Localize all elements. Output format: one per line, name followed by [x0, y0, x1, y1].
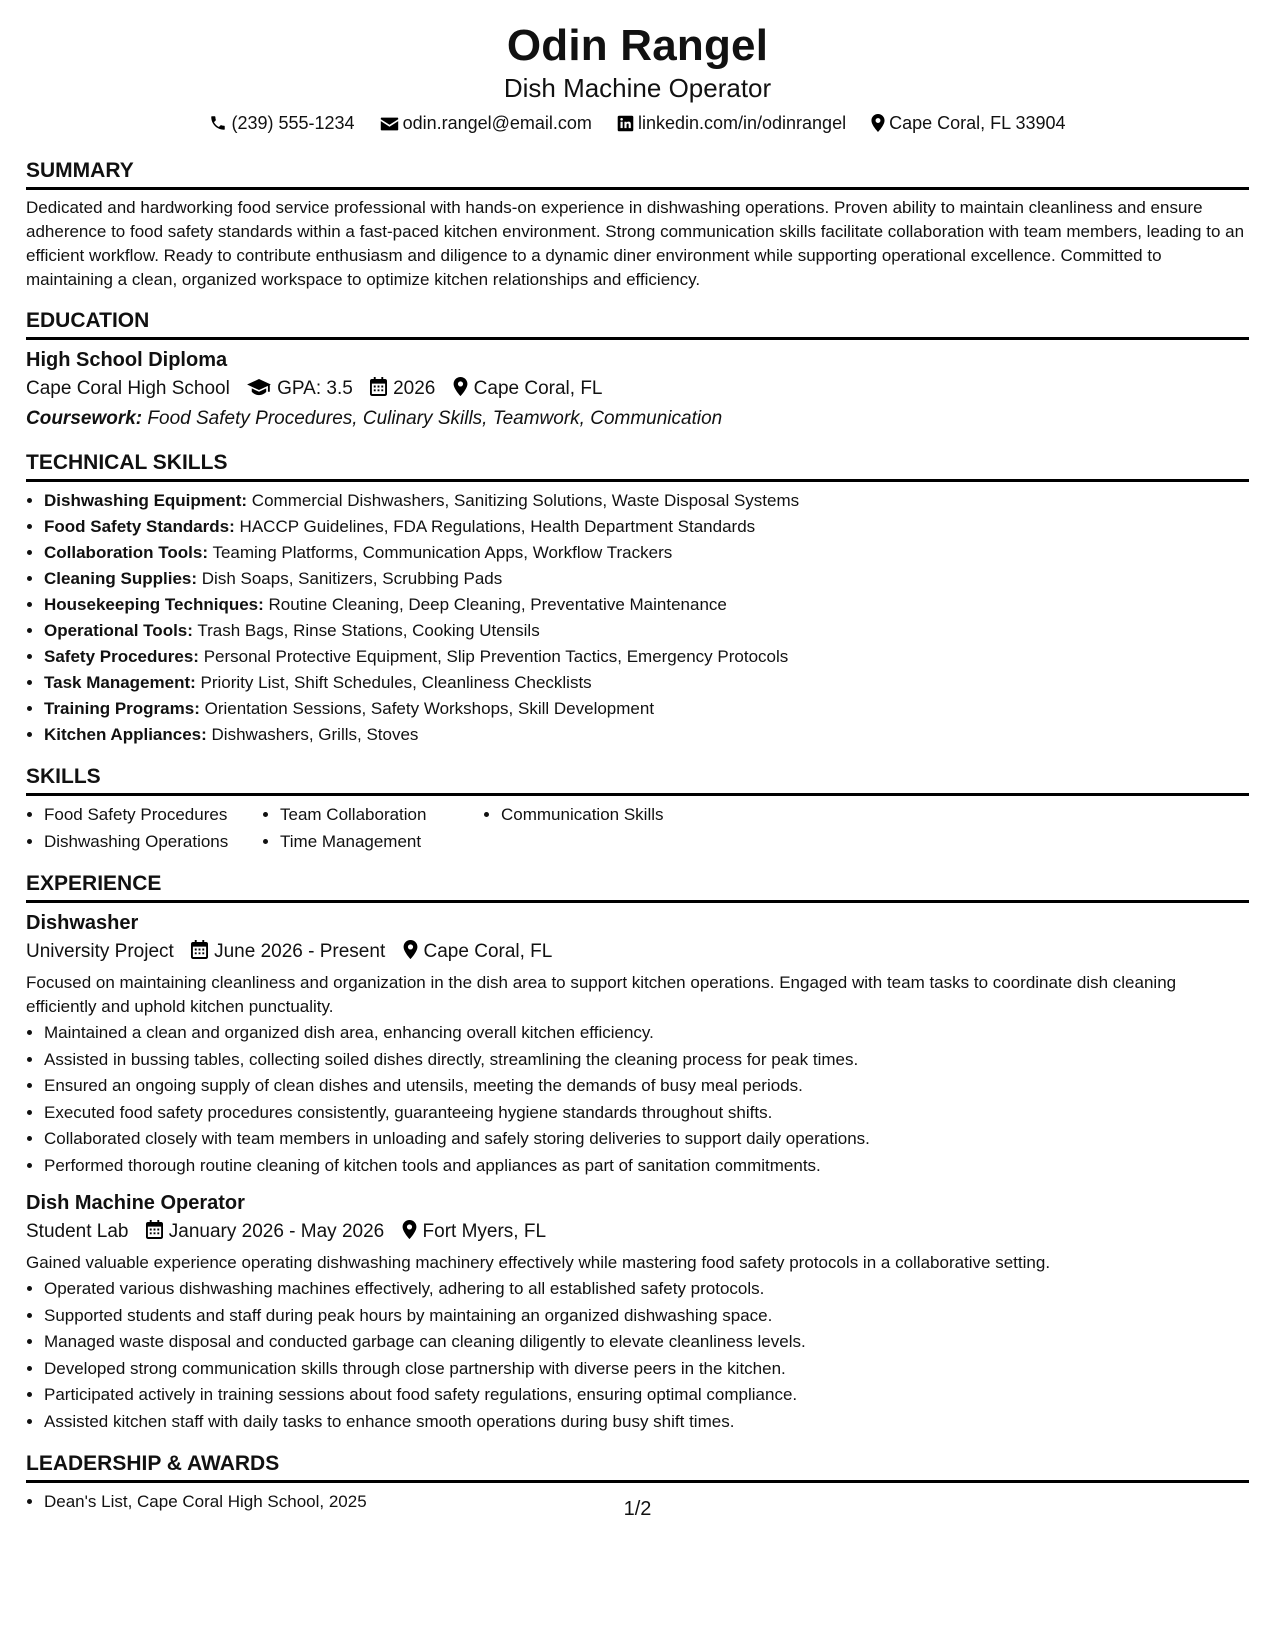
section-heading: SKILLS [26, 764, 1249, 796]
list-item: • Performed thorough routine cleaning of kitchen tools and appliances as part of sanitation commitments. [44, 1153, 1249, 1180]
contact-linkedin[interactable] [617, 110, 846, 136]
technical-skills-list [26, 488, 1249, 748]
skill-value: Commercial Dishwashers, Sanitizing Solutions, Waste Disposal Systems [251, 491, 800, 510]
section-heading: LEADERSHIP & AWARDS [26, 1451, 1249, 1483]
list-item [44, 566, 1249, 592]
map-pin-icon [871, 114, 885, 132]
list-item: • Operated various dishwashing machines effectively, adhering to all established safety protocols. [44, 1276, 1249, 1303]
list-item: • Participated actively in training sessions about food safety regulations, ensuring optimal compliance. [44, 1382, 1249, 1409]
skills-list [26, 802, 1249, 855]
list-item: Dishwashing Operations [44, 831, 229, 851]
section-heading: EDUCATION [26, 308, 1249, 340]
list-item: Food Safety Procedures [44, 805, 228, 824]
list-item: Team Collaboration [280, 805, 427, 824]
list-item: Communication Skills [501, 805, 664, 824]
graduation-cap-icon [247, 379, 271, 396]
skill-label: Dishwashing Equipment: [44, 491, 248, 510]
skill-label: Operational Tools: [44, 621, 193, 640]
linkedin-text: linkedin.com/in/odinrangel [637, 113, 847, 133]
degree-title: High School Diploma [26, 349, 228, 371]
job-description: Gained valuable experience operating dishwashing machinery effectively while mastering food safety protocols in a collaborative setting. [26, 1253, 1051, 1272]
coursework-label: Coursework: [26, 408, 143, 429]
skill-value: Dish Soaps, Sanitizers, Scrubbing Pads [201, 569, 503, 588]
section-heading: SUMMARY [26, 158, 1249, 190]
job-org: Student Lab [26, 1221, 129, 1242]
candidate-title: Dish Machine Operator [503, 73, 772, 103]
job-location-item [400, 1217, 547, 1247]
list-item [44, 644, 1249, 670]
contact-phone [209, 110, 354, 136]
job-dates-item [144, 1217, 384, 1247]
job-bullets [26, 1020, 1249, 1179]
technical-skills-section [26, 450, 1249, 748]
job-org: University Project [26, 941, 174, 962]
list-item [44, 514, 1249, 540]
job-bullets [26, 1276, 1249, 1435]
skills-section [26, 764, 1249, 855]
skill-value: HACCP Guidelines, FDA Regulations, Health Department Standards [239, 517, 756, 536]
education-meta [26, 374, 1249, 404]
skill-label: Food Safety Standards: [44, 517, 235, 536]
list-item: • Assisted in bussing tables, collecting soiled dishes directly, streamlining the cleaning process for peak times. [44, 1047, 1249, 1074]
resume-header [26, 20, 1249, 136]
calendar-icon [191, 940, 208, 959]
skill-label: Kitchen Appliances: [44, 725, 207, 744]
coursework-text: Food Safety Procedures, Culinary Skills, Teamwork, Communication [147, 408, 723, 429]
skill-label: Cleaning Supplies: [44, 569, 198, 588]
section-heading: EXPERIENCE [26, 871, 1249, 903]
coursework-line [26, 404, 1249, 434]
job-description: Focused on maintaining cleanliness and organization in the dish area to support kitchen operations. Engaged with team tasks to coordinate dish cleaning efficiently and uphold kitchen punctuality. [26, 973, 1177, 1016]
calendar-icon [370, 377, 387, 396]
job-dates: June 2026 - Present [214, 941, 386, 962]
job-meta [26, 937, 1249, 967]
job-title: Dishwasher [26, 912, 139, 934]
list-item: Time Management [280, 831, 422, 851]
phone-text: (239) 555-1234 [231, 113, 355, 133]
education-section [26, 308, 1249, 434]
job-title: Dish Machine Operator [26, 1192, 245, 1214]
list-item [44, 670, 1249, 696]
job-location: Fort Myers, FL [422, 1221, 547, 1242]
calendar-icon [146, 1220, 163, 1239]
contact-location [871, 110, 1065, 136]
list-item: • Developed strong communication skills through close partnership with diverse peers in the kitchen. [44, 1356, 1249, 1383]
experience-section [26, 871, 1249, 1435]
job-meta [26, 1217, 1249, 1247]
contact-line [26, 110, 1249, 136]
candidate-name: Odin Rangel [506, 21, 769, 70]
section-heading: TECHNICAL SKILLS [26, 450, 1249, 482]
skill-label: Housekeeping Techniques: [44, 595, 264, 614]
envelope-icon [380, 116, 399, 132]
job-dates: January 2026 - May 2026 [168, 1221, 385, 1242]
job-location-item [401, 937, 553, 967]
year-item [368, 374, 435, 404]
skill-label: Safety Procedures: [44, 647, 199, 666]
summary-section [26, 158, 1249, 292]
job-entry [26, 909, 1249, 1179]
map-pin-icon [403, 940, 418, 959]
gpa-text: GPA: 3.5 [277, 378, 353, 399]
list-item [44, 540, 1249, 566]
contact-email[interactable] [380, 110, 592, 136]
location-text: Cape Coral, FL 33904 [889, 113, 1066, 133]
skill-label: Task Management: [44, 673, 196, 692]
skill-value: Priority List, Shift Schedules, Cleanliness Checklists [200, 673, 592, 692]
linkedin-icon [617, 115, 634, 132]
skill-value: Personal Protective Equipment, Slip Prevention Tactics, Emergency Protocols [203, 647, 789, 666]
year-text: 2026 [393, 378, 436, 399]
map-pin-icon [402, 1220, 417, 1239]
list-item: • Dean's List, Cape Coral High School, 2025 [44, 1489, 1249, 1516]
list-item [44, 488, 1249, 514]
edu-location-item [451, 374, 603, 404]
skill-value: Routine Cleaning, Deep Cleaning, Preventative Maintenance [268, 595, 727, 614]
skill-value: Teaming Platforms, Communication Apps, Workflow Trackers [212, 543, 673, 562]
map-pin-icon [453, 377, 468, 396]
skill-value: Trash Bags, Rinse Stations, Cooking Utensils [197, 621, 540, 640]
skill-value: Dishwashers, Grills, Stoves [211, 725, 419, 744]
list-item: • Supported students and staff during peak hours by maintaining an organized dishwashing space. [44, 1303, 1249, 1330]
list-item: • Maintained a clean and organized dish area, enhancing overall kitchen efficiency. [44, 1020, 1249, 1047]
skill-label: Training Programs: [44, 699, 200, 718]
phone-icon [209, 114, 227, 132]
list-item [44, 696, 1249, 722]
list-item [44, 592, 1249, 618]
edu-location-text: Cape Coral, FL [473, 378, 603, 399]
list-item [44, 618, 1249, 644]
school-name: Cape Coral High School [26, 378, 230, 399]
resume-page [26, 20, 1249, 1516]
skill-value: Orientation Sessions, Safety Workshops, Skill Development [204, 699, 655, 718]
page-number: 1/2 [623, 1498, 652, 1520]
gpa-item [245, 374, 353, 404]
email-text: odin.rangel@email.com [402, 113, 592, 133]
list-item [44, 722, 1249, 748]
summary-text: Dedicated and hardworking food service professional with hands-on experience in dishwashing operations. Proven ability to maintain cleanliness and ensure adherence to food safety standards within a fast-paced kitchen environment. Strong communication skills facilitate collaboration with team members, leading to an efficient workflow. Ready to contribute enthusiasm and diligence to a dynamic diner environment while supporting operational excellence. Committed to maintaining a clean, organized workspace to optimize kitchen relationships and efficiency. [26, 198, 1245, 289]
job-location: Cape Coral, FL [423, 941, 553, 962]
list-item: • Ensured an ongoing supply of clean dishes and utensils, meeting the demands of busy meal periods. [44, 1073, 1249, 1100]
list-item: • Assisted kitchen staff with daily tasks to enhance smooth operations during busy shift times. [44, 1409, 1249, 1436]
job-entry [26, 1189, 1249, 1435]
list-item: • Managed waste disposal and conducted garbage can cleaning diligently to elevate cleanliness levels. [44, 1329, 1249, 1356]
job-dates-item [189, 937, 385, 967]
list-item: • Executed food safety procedures consistently, guaranteeing hygiene standards throughout shifts. [44, 1100, 1249, 1127]
skill-label: Collaboration Tools: [44, 543, 209, 562]
list-item: • Collaborated closely with team members in unloading and safely storing deliveries to support daily operations. [44, 1126, 1249, 1153]
